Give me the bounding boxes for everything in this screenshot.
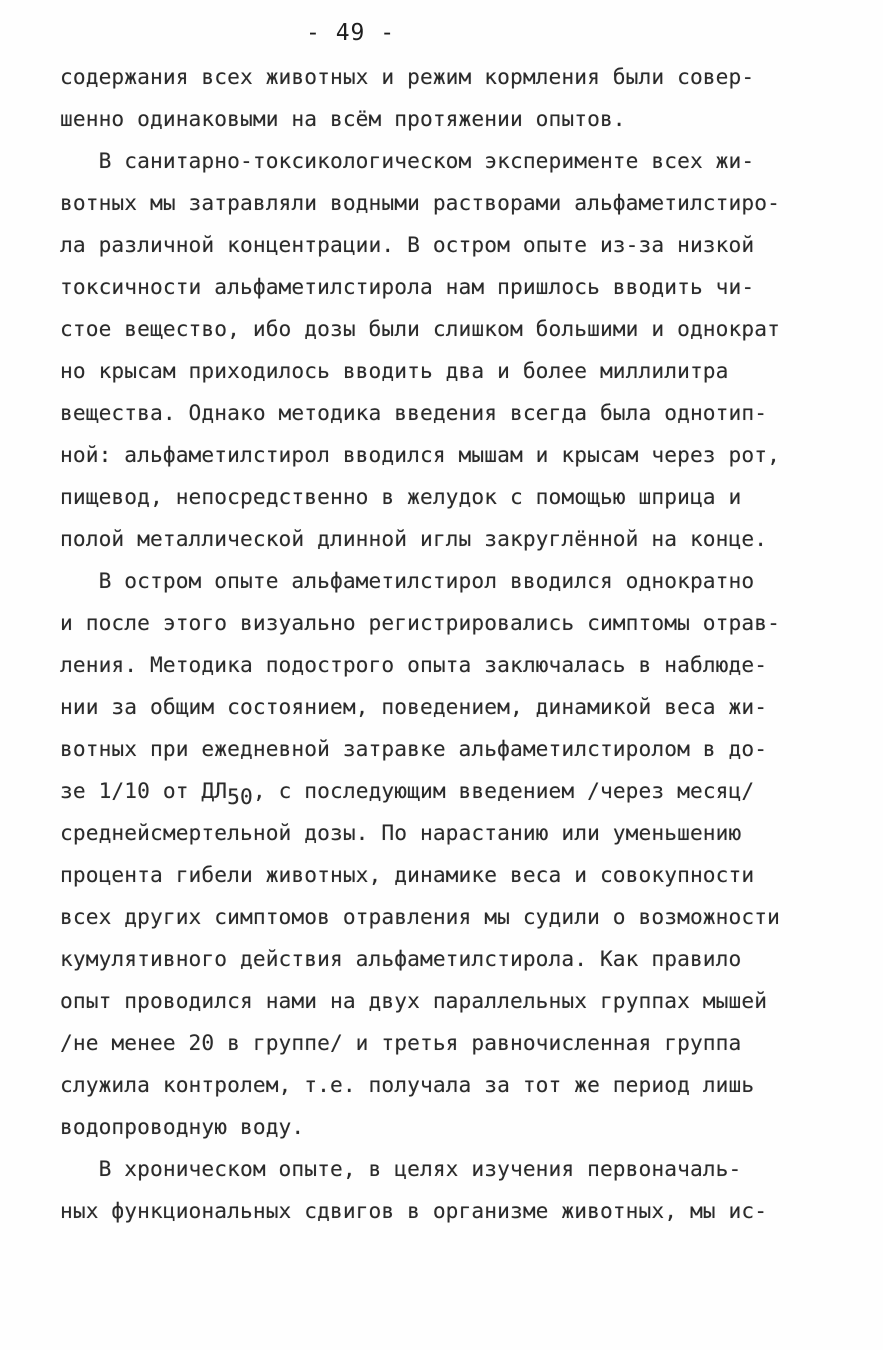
text-line-19: среднейсмертельной дозы. По нарастанию или уменьшению xyxy=(60,820,742,845)
text-line-17: вотных при ежедневной затравке альфаметилстиролом в до- xyxy=(60,736,768,761)
text-line-3: В санитарно-токсикологическом эксперименте всех жи- xyxy=(60,148,755,173)
ld-suffix: , с последующим введением /через месяц/ xyxy=(252,778,755,803)
text-line-2: шенно одинаковыми на всём протяжении опытов. xyxy=(60,106,626,131)
text-line-10: ной: альфаметилстирол вводился мышам и крысам через рот, xyxy=(60,442,780,467)
text-line-6: токсичности альфаметилстирола нам пришлось вводить чи- xyxy=(60,274,755,299)
page-number: - 49 - xyxy=(306,20,396,46)
text-line-25: служила контролем, т.е. получала за тот же период лишь xyxy=(60,1072,755,1097)
text-line-16: нии за общим состоянием, поведением, динамикой веса жи- xyxy=(60,694,768,719)
text-line-13: В остром опыте альфаметилстирол вводился однократно xyxy=(60,568,755,593)
text-line-9: вещества. Однако методика введения всегда была однотип- xyxy=(60,400,768,425)
ld-prefix: зе 1/10 от ДЛ xyxy=(60,778,228,803)
text-line-21: всех других симптомов отравления мы судили о возможности xyxy=(60,904,780,929)
text-line-23: опыт проводился нами на двух параллельных группах мышей xyxy=(60,988,768,1013)
text-line-15: ления. Методика подострого опыта заключалась в наблюде- xyxy=(60,652,768,677)
ld-subscript: 50 xyxy=(227,784,253,809)
text-line-26: водопроводную воду. xyxy=(60,1114,305,1139)
text-line-1: содержания всех животных и режим кормления были совер- xyxy=(60,64,755,89)
text-line-24: /не менее 20 в группе/ и третья равночисленная группа xyxy=(60,1030,742,1055)
text-line-11: пищевод, непосредственно в желудок с помощью шприца и xyxy=(60,484,742,509)
text-line-27: В хроническом опыте, в целях изучения первоначаль- xyxy=(60,1156,742,1181)
text-line-8: но крысам приходилось вводить два и более миллилитра xyxy=(60,358,729,383)
text-line-12: полой металлической длинной иглы закруглённой на конце. xyxy=(60,526,768,551)
text-line-20: процента гибели животных, динамике веса и совокупности xyxy=(60,862,755,887)
text-line-28: ных функциональных сдвигов в организме животных, мы ис- xyxy=(60,1198,768,1223)
text-line-7: стое вещество, ибо дозы были слишком большими и однократ xyxy=(60,316,780,341)
text-line-14: и после этого визуально регистрировались симптомы отрав- xyxy=(60,610,780,635)
text-line-4: вотных мы затравляли водными растворами альфаметилстиро- xyxy=(60,190,780,215)
text-line-22: кумулятивного действия альфаметилстирола. Как правило xyxy=(60,946,742,971)
text-line-18 xyxy=(60,776,755,809)
text-line-5: ла различной концентрации. В остром опыте из-за низкой xyxy=(60,232,755,257)
